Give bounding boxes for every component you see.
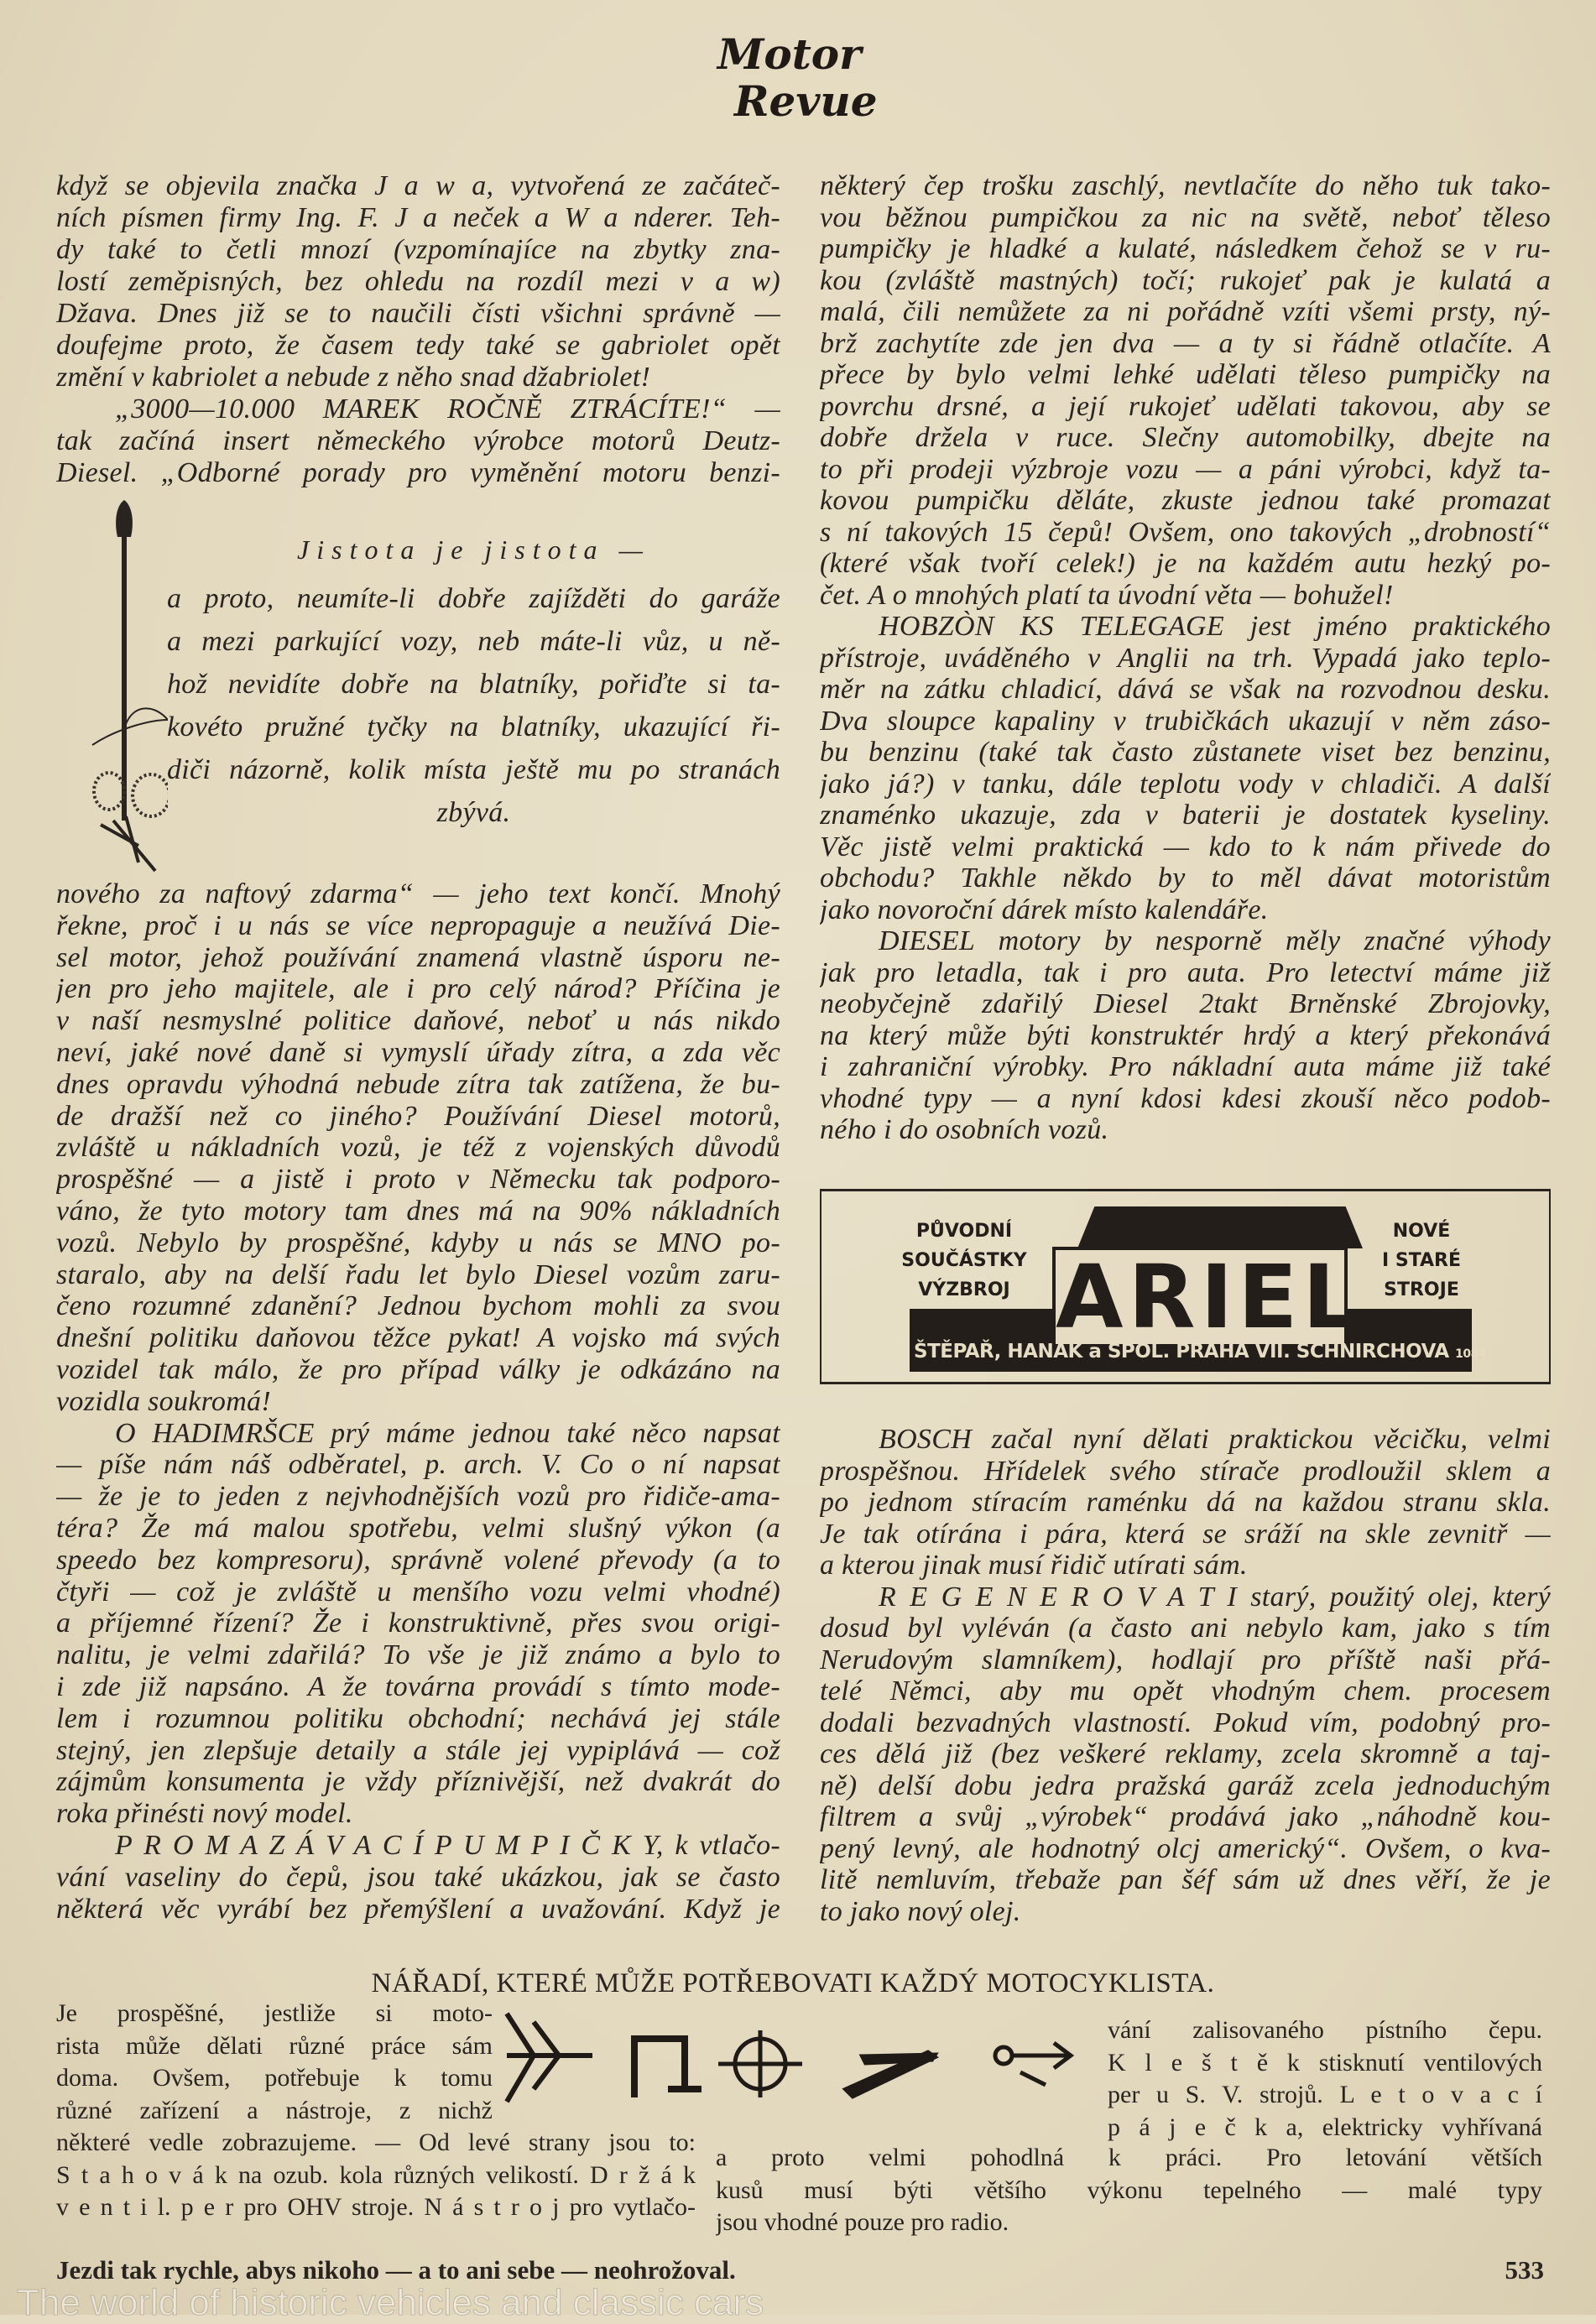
text-line: dodali bezvadných vlastností. Pokud vím, podobný pro- (820, 1707, 1551, 1738)
text-line: DIESEL motory by nesporně měly značné výhody (879, 925, 1551, 956)
text-line: některé vedle zobrazujeme. — Od levé strany jsou to: (56, 2129, 696, 2156)
footer-slogan: Jezdi tak rychle, abys nikoho — a to ani sebe — neohrožoval. (56, 2255, 736, 2285)
text-line: neobyčejně zdařilý Diesel 2takt Brněnské Zbrojovky, (820, 988, 1551, 1019)
text-line: hož nevidíte dobře na blatníky, pořiďte si ta- (167, 669, 780, 700)
text-line: přece by bylo velmi lehké udělati těleso pumpičky na (820, 359, 1551, 390)
text-line: pumpičky je hladké a kulaté, následkem čehož se v ru- (820, 233, 1551, 264)
text-line: HOBZÒN KS TELEGAGE jest jméno praktického (879, 611, 1551, 642)
text-line: rista může dělati různé práce sám (56, 2031, 493, 2060)
inset-box-text (167, 577, 780, 834)
text-line: v e n t i l. p e r pro OHV stroje. N á s t r o j pro vytlačo- (56, 2193, 696, 2222)
text-line: litě nemluvím, třebaže pan šéf sám už dnes věří, že je (820, 1864, 1551, 1895)
text-line: i zde již napsáno. A že továrna provádí s tímto mode- (56, 1670, 780, 1702)
text-line: vání vaseliny do čepů, jsou také ukázkou, jak se často (56, 1861, 780, 1893)
text-line: ních písmen firmy Ing. F. J a neček a W a nderer. Teh- (56, 202, 780, 233)
text-line: Džava. Dnes již se to naučili čísti všichni správně — (56, 298, 780, 329)
text-line: vozidel tak málo, že pro případ války je odkázáno na (56, 1353, 780, 1385)
text-line: jsou vhodné pouze pro radio. (716, 2208, 1009, 2237)
text-line: vozů. Nebylo by prospěšné, kdyby u nás se MNO po- (56, 1227, 780, 1258)
soldering-iron-icon (995, 2043, 1071, 2085)
text-line: O HADIMRŠCE prý máme jednou také něco napsat (115, 1417, 780, 1449)
text-line: měr na zátku chladicí, dává se však na rozvodnou desku. (820, 674, 1551, 705)
text-line: dnes opravdu výhodná nebude zítra tak zatížena, že bu- (56, 1068, 780, 1100)
text-line: Věc jistě velmi praktická — kdo to k nám přivede do (820, 831, 1551, 862)
text-line: čeno rozumné zdanění? Jednou bychom mohli za svou (56, 1290, 780, 1322)
ad-address-number: 1084 (1455, 1347, 1487, 1361)
text-line: jen pro jeho majitele, ale i pro celý národ? Příčina je (56, 973, 780, 1005)
text-line: — píše nám náš odběratel, p. arch. V. Co o ní napsat (56, 1449, 780, 1481)
text-line: různé zařízení a nástroje, z nichž (56, 2097, 493, 2125)
ad-brand: ARIEL (1052, 1247, 1348, 1347)
text-line: pený levný, ale hodnotný olcj americký“. Ovšem, o kva- (820, 1832, 1551, 1864)
text-line: zájmům konsumenta je vždy příznivější, než dvakrát do (56, 1766, 780, 1798)
ad-right-line: I STARÉ (1382, 1250, 1461, 1271)
text-line: Dva sloupce kapaliny v trubičkách ukazují v něm záso- (820, 705, 1551, 737)
text-line: zvláště u nákladních vozů, je též z vojenských důvodů (56, 1132, 780, 1164)
text-line: a mezi parkující vozy, neb máte-li vůz, u ně- (167, 626, 780, 657)
left-column-top (56, 170, 780, 489)
ad-right-line: STROJE (1384, 1279, 1459, 1300)
text-line: de dražší než co jiného? Používání Diesel motorů, (56, 1100, 780, 1132)
text-line: to při prodeji výzbroje vozu — a páni výrobci, když ta- (820, 453, 1551, 485)
text-line: dosud byl vyléván (a často ani nebylo kam, jako s tím (820, 1613, 1551, 1644)
motor-revue-logo (709, 25, 894, 126)
page-number: 533 (1505, 2255, 1544, 2285)
text-line: per u S. V. strojů. L e t o v a c í (1108, 2081, 1542, 2109)
text-line: neví, jaké nové daně si vymyslí úřady zítra, a zda věc (56, 1036, 780, 1068)
text-line: telé Němci, aby mu opět vhodným chem. procesem (820, 1675, 1551, 1707)
fender-marker-rod-illustration (76, 493, 168, 875)
text-line: téra? Že má malou spotřebu, velmi slušný výkon (a (56, 1512, 780, 1544)
text-line: a proto velmi pohodlná k práci. Pro letování větších (716, 2144, 1542, 2171)
text-line: roka přinésti nový model. (56, 1798, 353, 1830)
text-line: nalitu, je velmi zdařilá? To vše je již známo a bylo to (56, 1639, 780, 1671)
text-line: lostí zeměpisných, bez ohledu na rozdíl mezi v a w) (56, 266, 780, 297)
text-line: vou běžnou pumpičkou za nic na světě, neboť těleso (820, 201, 1551, 233)
text-line: bu benzinu (také tak často zůstanete viset bez benzinu, (820, 737, 1551, 768)
gear-puller-icon (507, 2014, 592, 2102)
text-line: prospěšné — a jistě i proto v Německu tak podporo- (56, 1164, 780, 1196)
text-line: Je tak otírána i pára, která se sráží na skle zevnitř — (820, 1518, 1551, 1550)
text-line: brž zachytíte zde jen dva — a ty si řádně otlačíte. A (820, 327, 1551, 359)
text-line: R E G E N E R O V A T I starý, použitý olej, který (879, 1581, 1551, 1613)
text-line: nového za naftový zdarma“ — jeho text končí. Mnohý (56, 878, 780, 909)
right-column-bottom (820, 1424, 1551, 1927)
text-line: malá, čili nemůžete za ni pořádně vzíti všemi prsty, ný- (820, 296, 1551, 327)
text-line: dobře držela v ruce. Slečny automobilky, dbejte na (820, 422, 1551, 453)
text-line: (které však tvoří celek!) je na každém autu hezký po- (820, 548, 1551, 579)
text-line: lem i rozumnou politiku obchodní; nechává jej stále (56, 1702, 780, 1734)
text-line: a příjemné řízení? Že i konstruktivně, přes svou origi- (56, 1608, 780, 1639)
ad-left-line: PŮVODNÍ (915, 1221, 1013, 1242)
text-line: jako novoroční dárek místo kalendáře. (820, 894, 1269, 925)
text-line: tak začíná insert německého výrobce motorů Deutz- (56, 425, 780, 456)
ad-roof-shape (1077, 1206, 1363, 1248)
text-line: speedo bez kompresoru), správně volené převody (a to (56, 1544, 780, 1576)
text-line: dy také to četli mnozí (vzpomínajíce na zbytky zna- (56, 234, 780, 265)
text-line: kou (zvláště mastných) točí; rukojeť pak je kulatá a (820, 264, 1551, 296)
text-line: některý čep trošku zaschlý, nevtlačíte do něho tuk tako- (820, 170, 1551, 201)
piston-pin-tool-icon (718, 2030, 802, 2097)
text-line: filtrem a svůj „výrobek“ prodává jako „náhodně kou- (820, 1801, 1551, 1832)
inset-last-line: zbývá. (436, 797, 511, 828)
text-line: ces dělá již (bez veškeré reklamy, zcela skromně a taj- (820, 1738, 1551, 1769)
ad-address (914, 1341, 1487, 1363)
text-line: ného i do osobních vozů. (820, 1114, 1109, 1145)
valve-pliers-icon (844, 2051, 936, 2097)
text-line: staralo, aby na delší řadu let bylo Diesel vozům zaru- (56, 1258, 780, 1290)
ad-left-text (880, 1217, 1048, 1305)
text-line: — že je to jeden z nejvhodnějších vozů pro řidiče-ama- (56, 1481, 780, 1513)
svg-text:Revue: Revue (734, 76, 878, 126)
text-line: kovou pumpičku děláte, zkuste jednou také promazat (820, 485, 1551, 516)
text-line: vozidla soukromá! (56, 1385, 271, 1417)
text-line: změní v kabriolet a nebude z něho snad džabriolet! (56, 362, 651, 393)
tools-text-right-narrow (1108, 2014, 1542, 2144)
ad-left-line: SOUČÁSTKY (901, 1250, 1027, 1271)
text-line: řekne, proč i u nás se více nepropaguje a neužívá Die- (56, 909, 780, 941)
text-line: v naší nesmyslné politice daňové, neboť u nás nikdo (56, 1005, 780, 1037)
text-line: některá věc vyrábí bez přemýšlení a uvažování. Když je (56, 1893, 780, 1925)
ad-left-line: VÝZBROJ (918, 1279, 1010, 1300)
text-line: s ní takových 15 čepů! Ovšem, ono takových „drobností“ (820, 516, 1551, 548)
text-line: a proto, neumíte-li dobře zajížděti do garáže (167, 583, 780, 614)
text-line: „3000—10.000 MAREK ROČNĚ ZTRÁCÍTE!“ — (115, 393, 780, 425)
text-line: Diesel. „Odborné porady pro vyměnění motoru benzi- (56, 457, 780, 488)
text-line: znaménko ukazuje, zda v baterii je dostatek kyseliny. (820, 800, 1551, 831)
watermark-text: The world of historic vehicles and classic cars (17, 2282, 764, 2323)
text-line: S t a h o v á k na ozub. kola různých velikostí. D r ž á k (56, 2160, 696, 2189)
text-line: když se objevila značka J a w a, vytvořená ze začáteč- (56, 170, 780, 201)
text-line: to jako nový olej. (820, 1895, 1021, 1927)
text-line: i zahraniční výrobky. Pro nákladní auta máme již také (820, 1051, 1551, 1082)
tools-illustration (500, 2005, 1104, 2114)
tools-text-right-wide (716, 2142, 1542, 2239)
text-line: kusů musí býti většího výkonu tepelného — malé typy (716, 2175, 1542, 2204)
text-line: povrchu drsné, a její rukojeť udělati takovou, aby se (820, 390, 1551, 422)
text-line: vhodné typy — a nyní kdosi kdesi zkouší něco podob- (820, 1082, 1551, 1114)
text-line: po jednom stíracím raménku dá na každou stranu skla. (820, 1487, 1551, 1518)
text-line: dnešní politiku daňovou těžce pykat! A vojsko má svých (56, 1322, 780, 1354)
text-line: K l e š t ě k stisknutí ventilových (1108, 2048, 1542, 2076)
text-line: prospěšnou. Hřídelek svého stírače prodloužil sklem a (820, 1455, 1551, 1487)
text-line: Nerudovým slamníkem), hodlají pro příště naši přá- (820, 1644, 1551, 1675)
tools-text-left-wide (56, 2127, 696, 2224)
ariel-advertisement (820, 1189, 1551, 1384)
text-line: přístroje, uváděného v Anglii na trh. Vypadá jako teplo- (820, 642, 1551, 674)
right-column-top (820, 170, 1551, 1146)
tools-text-left-narrow (56, 1998, 493, 2128)
ad-address-text: ŠTĚPAŘ, HANÁK a SPOL. PRAHA VII. SCHNIRCHOVA (914, 1341, 1449, 1363)
text-line: vání zalisovaného pístního čepu. (1108, 2016, 1542, 2044)
text-line: jako já?) v tanku, dále teplotu vody v chladiči. A další (820, 768, 1551, 800)
tools-heading: NÁŘADÍ, KTERÉ MŮŽE POTŘEBOVATI KAŽDÝ MOTOCYKLISTA. (371, 1968, 1215, 1998)
text-line: na který může býti konstruktér hrdý a který překonává (820, 1019, 1551, 1051)
text-line: diči názorně, kolik místa ještě mu po stranách (167, 754, 780, 785)
ad-right-line: NOVÉ (1392, 1221, 1451, 1242)
text-line: ně) delší dobu jedra pražská garáž zcela jednoduchým (820, 1769, 1551, 1801)
text-line: obchodu? Takhle někdo by to měl dávat motoristům (820, 862, 1551, 894)
svg-text:Motor: Motor (717, 29, 862, 79)
text-line: kovéto pružné tyčky na blatníky, ukazující ři- (167, 711, 780, 743)
text-line: váno, že tyto motory tam dnes má na 90% nákladních (56, 1195, 780, 1227)
text-line: doma. Ovšem, potřebuje k tomu (56, 2064, 493, 2092)
text-line: čtyři — což je zvláště u menšího vozu velmi vhodné) (56, 1576, 780, 1608)
inset-title: Jistota je jistota — (297, 534, 650, 565)
text-line: čet. A o mnohých platí ta úvodní věta — bohužel! (820, 579, 1394, 611)
text-line: p á j e č k a, elektricky vyhřívaná (1108, 2113, 1542, 2142)
valve-spring-holder-icon (634, 2039, 702, 2097)
text-line: jak pro letadla, tak i pro auta. Pro letectví máme již (820, 956, 1551, 988)
text-line: BOSCH začal nyní dělati praktickou věcičku, velmi (879, 1424, 1551, 1455)
text-line: P R O M A Z Á V A C Í P U M P I Č K Y, k vtlačo- (115, 1829, 780, 1861)
text-line: doufejme proto, že časem tedy také se gabriolet opět (56, 330, 780, 361)
text-line: Je prospěšné, jestliže si moto- (56, 1999, 493, 2027)
text-line: stejný, jen zlepšuje detaily a stále jej vypiplává — což (56, 1734, 780, 1766)
ad-right-text (1350, 1217, 1493, 1305)
text-line: a kterou jinak musí řidič utírati sám. (820, 1550, 1248, 1581)
text-line: sel motor, jehož používání znamená vlastně úsporu ne- (56, 941, 780, 973)
left-column-bottom (56, 878, 780, 1925)
